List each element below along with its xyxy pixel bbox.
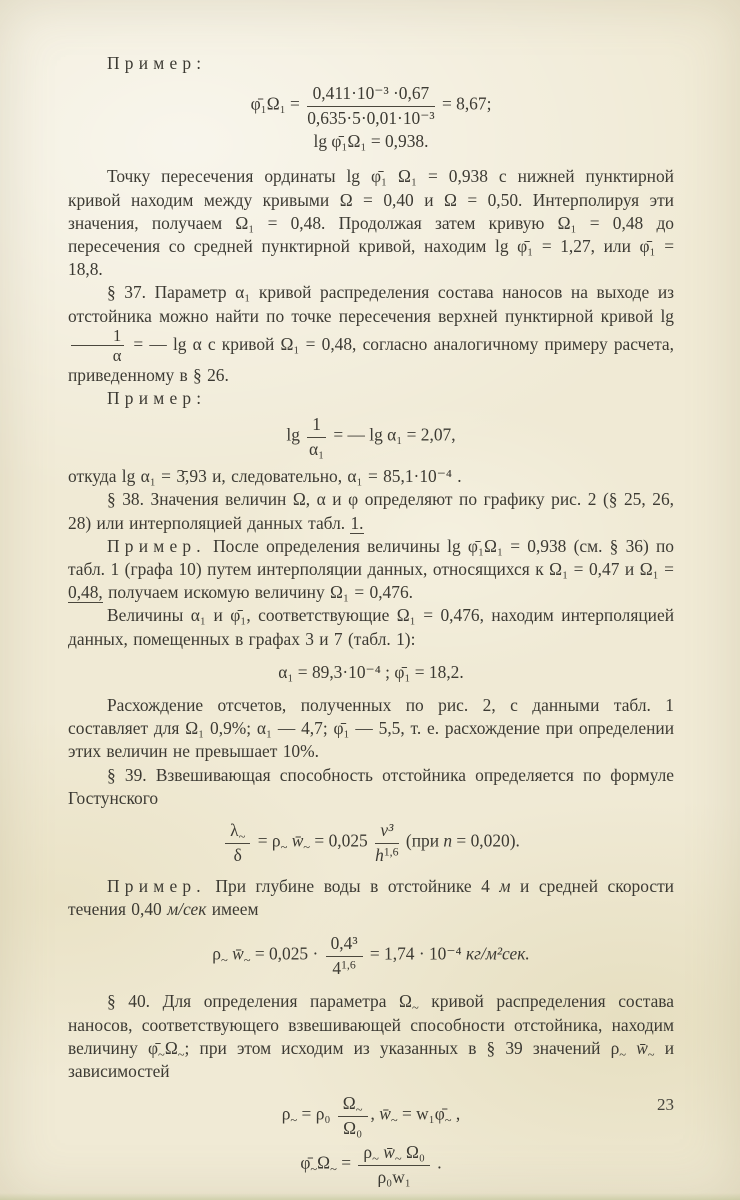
- w-bar-symbol: w̄: [379, 1103, 391, 1124]
- fraction: [358, 1142, 430, 1187]
- formula-rhs: = 1,74 · 10⁻⁴: [369, 943, 466, 964]
- paragraph-39-example: [68, 875, 674, 921]
- paragraph-text-b: получаем искомую величину Ω₁ = 0,476.: [102, 582, 413, 603]
- tilde-subscript: ~: [444, 1113, 452, 1128]
- paragraph-40-text-b: кривой распределения состава наносов, соответствующего взвешивающей способности отстойника, находим величину φ̄: [68, 991, 674, 1058]
- fraction-numerator: v³: [375, 820, 399, 844]
- formula-eq1: = ρ: [257, 830, 281, 851]
- condition-pre: (при: [405, 830, 444, 851]
- tilde-subscript: ~: [220, 953, 228, 968]
- example-label: Пример.: [107, 535, 206, 556]
- paragraph-raskhozhdenie: Расхождение отсчетов, полученных по рис. 2, с данными табл. 1 составляет для Ω₁ 0,9%; α₁ — 4,7; φ̄₁ — 5,5, т. е. расхождение при определении этих величин не превышает 10%.: [68, 695, 674, 762]
- exponent: 1,6: [341, 958, 356, 973]
- page-number: 23: [657, 1095, 674, 1114]
- exponent: 1,6: [383, 844, 399, 859]
- fraction: [307, 414, 326, 459]
- fraction-denominator: Ω₀: [343, 1118, 363, 1139]
- formula-lg-alpha1: [68, 414, 674, 459]
- tilde-subscript: ~: [390, 1113, 398, 1128]
- h-symbol: h: [375, 845, 384, 866]
- formula-text: α₁ = 89,3·10⁻⁴ ; φ̄₁ = 18,2.: [278, 661, 464, 682]
- page-content: [68, 52, 674, 1187]
- example-label: Пример:: [107, 53, 207, 73]
- tilde-subscript: ~: [355, 1102, 363, 1117]
- omega-symbol: Ω: [342, 1093, 356, 1114]
- w-bar-symbol: w̄: [227, 943, 244, 964]
- formula-text: lg φ̄₁Ω₁ = 0,938.: [313, 131, 429, 152]
- formula-pre: lg: [286, 424, 305, 445]
- fraction-denominator: α: [112, 345, 122, 365]
- base: 4: [332, 958, 342, 979]
- tilde-subscript: ~: [372, 1151, 379, 1166]
- paragraph-37: [68, 281, 674, 387]
- paragraph-40-text-a: § 40. Для определения параметра Ω: [107, 991, 412, 1012]
- paragraph-text-a: При глубине воды в отстойнике 4: [205, 876, 500, 897]
- tilde-subscript: ~: [619, 1047, 627, 1062]
- rho-symbol: ρ: [281, 1103, 291, 1124]
- unit-kg-m2-sec: кг/м²сек.: [465, 943, 530, 964]
- condition-post: = 0,020).: [452, 830, 520, 851]
- tilde-subscript: ~: [330, 1162, 337, 1177]
- w-bar-symbol: w̄: [378, 1142, 395, 1163]
- fraction-lambda-delta: [225, 820, 250, 865]
- paragraph-40: [68, 990, 674, 1083]
- underlined-ref: 1.: [350, 512, 364, 533]
- paragraph-38-text: § 38. Значения величин Ω, α и φ определяют по графику рис. 2 (§ 25, 26, 28) или интерполяцией данных табл.: [68, 489, 674, 533]
- formula-lhs: φ̄₁Ω₁ =: [250, 93, 300, 114]
- trailing-period: .: [437, 1152, 442, 1173]
- tilde-subscript: ~: [280, 839, 288, 854]
- paragraph-text-c: имеем: [206, 899, 259, 920]
- omega-symbol: Ω: [317, 1152, 331, 1173]
- fraction-numerator: [225, 820, 250, 844]
- fraction-numerator: 1: [71, 328, 124, 346]
- tilde-subscript: ~: [243, 953, 251, 968]
- formula-gostunsky: [68, 820, 674, 865]
- fraction-denominator: δ: [233, 845, 242, 866]
- unit-m-sec: м/сек: [167, 899, 207, 920]
- formula-phi1-omega1: [68, 83, 674, 128]
- fraction: [326, 933, 363, 978]
- paragraph-40-text-c: ; при этом исходим из указанных в § 39 значений ρ: [184, 1037, 620, 1058]
- inline-fraction: [71, 325, 124, 365]
- fraction-denominator: 0,635·5·0,01·10⁻³: [307, 108, 435, 129]
- paragraph-40-text-d: и зависимостей: [68, 1037, 675, 1082]
- fraction-v-h: [375, 820, 399, 865]
- phi-bar-symbol: φ̄: [300, 1152, 311, 1173]
- tilde-subscript: ~: [290, 1113, 298, 1128]
- separator: ,: [370, 1103, 380, 1124]
- tilde-subscript: ~: [158, 1047, 165, 1062]
- formula-eq1: = ρ₀: [297, 1103, 335, 1124]
- fraction: [307, 83, 434, 128]
- tilde-subscript: ~: [411, 1000, 419, 1015]
- fraction-denominator: ρ₀w₁: [377, 1167, 411, 1188]
- paragraph-text-a: После определения величины lg φ̄₁Ω₁ = 0,938 (см. § 36) по табл. 1 (графа 10) путем интерполяции данных, относящихся к Ω₁ = 0,47 и Ω₁ =: [68, 535, 674, 580]
- paragraph-intersection: Точку пересечения ординаты lg φ̄₁ Ω₁ = 0,938 с нижней пунктирной кривой находим между кривыми Ω = 0,40 и Ω = 0,50. Интерполируя эти значения, получаем Ω₁ = 0,48. Продолжая затем кривую Ω₁ = 0,48 до пересечения со средней пунктирной кривой, находим lg φ̄₁ = 1,27, или φ̄₁ = 18,8.: [68, 166, 674, 280]
- fraction-denominator: α₁: [309, 439, 325, 460]
- tilde-subscript: ~: [238, 829, 246, 844]
- tilde-subscript: ~: [647, 1047, 655, 1062]
- paragraph-text-b: и средней скорости течения 0,40: [68, 876, 674, 920]
- paragraph-39: § 39. Взвешивающая способность отстойника определяется по формуле Гостунского: [68, 764, 674, 808]
- example-2-heading: [68, 387, 674, 410]
- tilde-subscript: ~: [177, 1047, 185, 1062]
- paragraph-velichiny: Величины α₁ и φ̄₁, соответствующие Ω₁ = 0,476, находим интерполяцией данных, помещенных в графах 3 и 7 (табл. 1):: [68, 605, 674, 649]
- formula-rho-w-relations: [68, 1093, 674, 1138]
- formula-rhs: = — lg α₁ = 2,07,: [329, 424, 456, 445]
- paragraph-38-example: [68, 535, 674, 605]
- example-label: Пример.: [107, 876, 206, 897]
- fraction-numerator: 0,411·10⁻³ ·0,67: [307, 83, 434, 107]
- unit-m: м: [499, 876, 511, 897]
- n-symbol: n: [443, 830, 453, 851]
- formula-rho-w-value: [68, 933, 674, 978]
- w-bar-symbol: w̄: [287, 830, 304, 851]
- tilde-subscript: ~: [394, 1151, 402, 1166]
- fraction-numerator: [338, 1093, 368, 1117]
- paragraph-38: [68, 488, 674, 534]
- example-label: Пример:: [107, 388, 207, 409]
- omega0-symbol: Ω₀: [401, 1142, 425, 1163]
- formula-eq: = 0,025 ·: [250, 943, 323, 964]
- formula-rhs: = 8,67;: [441, 93, 492, 114]
- tilde-subscript: ~: [310, 1162, 318, 1177]
- paragraph-37-text-b: = — lg α с кривой Ω₁ = 0,48, согласно аналогичному примеру расчета, приведенному в § 26.: [68, 333, 674, 385]
- rho-symbol: ρ: [363, 1142, 373, 1163]
- tilde-subscript: ~: [303, 839, 311, 854]
- fraction-numerator: [358, 1142, 430, 1166]
- lambda-symbol: λ: [230, 820, 239, 841]
- formula-eq2: = 0,025: [310, 830, 373, 851]
- formula-alpha1-phi1-values: [68, 661, 674, 684]
- fraction-denominator: [375, 844, 399, 865]
- fraction-numerator: 0,4³: [326, 933, 363, 957]
- fraction-omega: [338, 1093, 368, 1138]
- rho-symbol: ρ: [212, 943, 221, 964]
- trailing-comma: ,: [451, 1103, 461, 1124]
- formula-phi-omega-relation: [68, 1142, 674, 1187]
- underlined-value: 0,48,: [68, 582, 103, 603]
- formula-lg-phi1-omega1: [68, 130, 674, 153]
- paragraph-37-text-a: § 37. Параметр α₁ кривой распределения состава наносов на выходе из отстойника можно найти по точке пересечения верхней пунктирной кривой lg: [68, 282, 674, 326]
- example-1-heading: [68, 52, 674, 75]
- fraction-denominator: [326, 957, 363, 978]
- formula-eq2: = w₁φ̄: [397, 1103, 445, 1124]
- formula-eq: =: [336, 1152, 356, 1173]
- fraction-numerator: 1: [307, 414, 326, 438]
- paragraph-otkuda: откуда lg α₁ = 3̄,93 и, следовательно, α₁ = 85,1·10⁻⁴ .: [68, 466, 462, 487]
- omega-symbol: Ω: [164, 1037, 178, 1058]
- w-bar-symbol: w̄: [626, 1037, 648, 1058]
